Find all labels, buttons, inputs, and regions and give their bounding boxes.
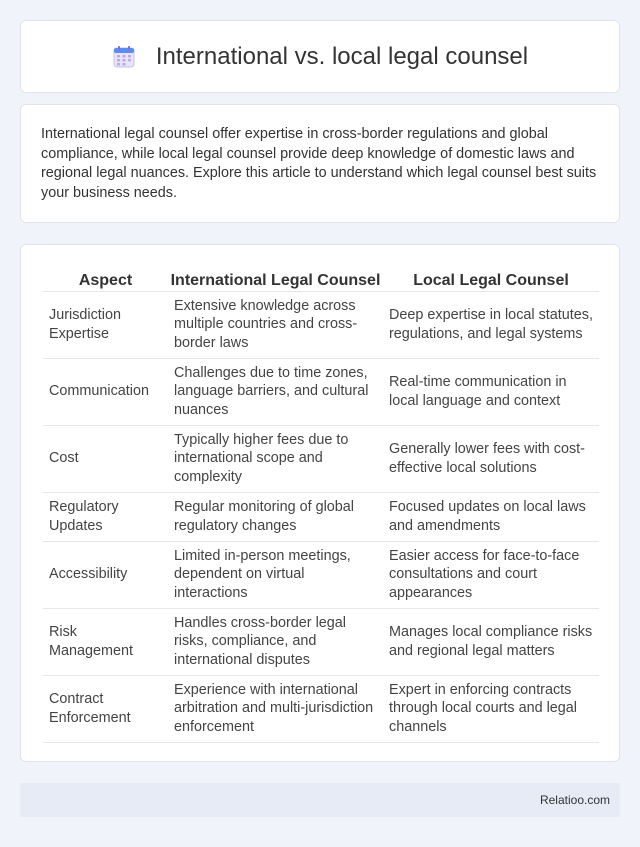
- local-cell: Deep expertise in local statutes, regulations, and legal systems: [383, 291, 599, 358]
- table-row: [43, 492, 599, 541]
- aspect-cell: Risk Management: [43, 608, 168, 675]
- international-cell: Regular monitoring of global regulatory changes: [168, 492, 383, 541]
- international-cell: Experience with international arbitration and multi-jurisdiction enforcement: [168, 675, 383, 742]
- table-row: [43, 541, 599, 608]
- international-cell: Limited in-person meetings, dependent on virtual interactions: [168, 541, 383, 608]
- local-cell: Real-time communication in local language and context: [383, 358, 599, 425]
- table-card: [20, 244, 620, 762]
- aspect-cell: Cost: [43, 425, 168, 492]
- aspect-cell: Jurisdiction Expertise: [43, 291, 168, 358]
- aspect-cell: Accessibility: [43, 541, 168, 608]
- table-row: [43, 425, 599, 492]
- calendar-icon: [112, 45, 136, 69]
- header-aspect: Aspect: [43, 265, 168, 291]
- title-card: [20, 20, 620, 93]
- page-title: International vs. local legal counsel: [155, 42, 529, 70]
- footer-brand: Relatioo.com: [539, 793, 610, 807]
- table-row: [43, 358, 599, 425]
- international-cell: Challenges due to time zones, language barriers, and cultural nuances: [168, 358, 383, 425]
- local-cell: Easier access for face-to-face consultations and court appearances: [383, 541, 599, 608]
- local-cell: Manages local compliance risks and regional legal matters: [383, 608, 599, 675]
- intro-text: International legal counsel offer expertise in cross-border regulations and global compliance, while local legal counsel provide deep knowledge of domestic laws and regional legal nuances. Explore this article to understand which legal counsel best suits your business needs.: [41, 126, 597, 201]
- comparison-table: [43, 265, 599, 743]
- footer: [20, 783, 620, 817]
- table-row: [43, 291, 599, 358]
- local-cell: Expert in enforcing contracts through local courts and legal channels: [383, 675, 599, 742]
- local-cell: Generally lower fees with cost-effective local solutions: [383, 425, 599, 492]
- table-row: [43, 675, 599, 742]
- header-local: Local Legal Counsel: [383, 265, 599, 291]
- intro-card: [20, 104, 620, 223]
- international-cell: Typically higher fees due to international scope and complexity: [168, 425, 383, 492]
- local-cell: Focused updates on local laws and amendments: [383, 492, 599, 541]
- title-wrap: [112, 43, 528, 71]
- table-header-row: [43, 265, 599, 291]
- aspect-cell: Communication: [43, 358, 168, 425]
- international-cell: Extensive knowledge across multiple countries and cross-border laws: [168, 291, 383, 358]
- aspect-cell: Contract Enforcement: [43, 675, 168, 742]
- aspect-cell: Regulatory Updates: [43, 492, 168, 541]
- header-international: International Legal Counsel: [168, 265, 383, 291]
- table-row: [43, 608, 599, 675]
- international-cell: Handles cross-border legal risks, compliance, and international disputes: [168, 608, 383, 675]
